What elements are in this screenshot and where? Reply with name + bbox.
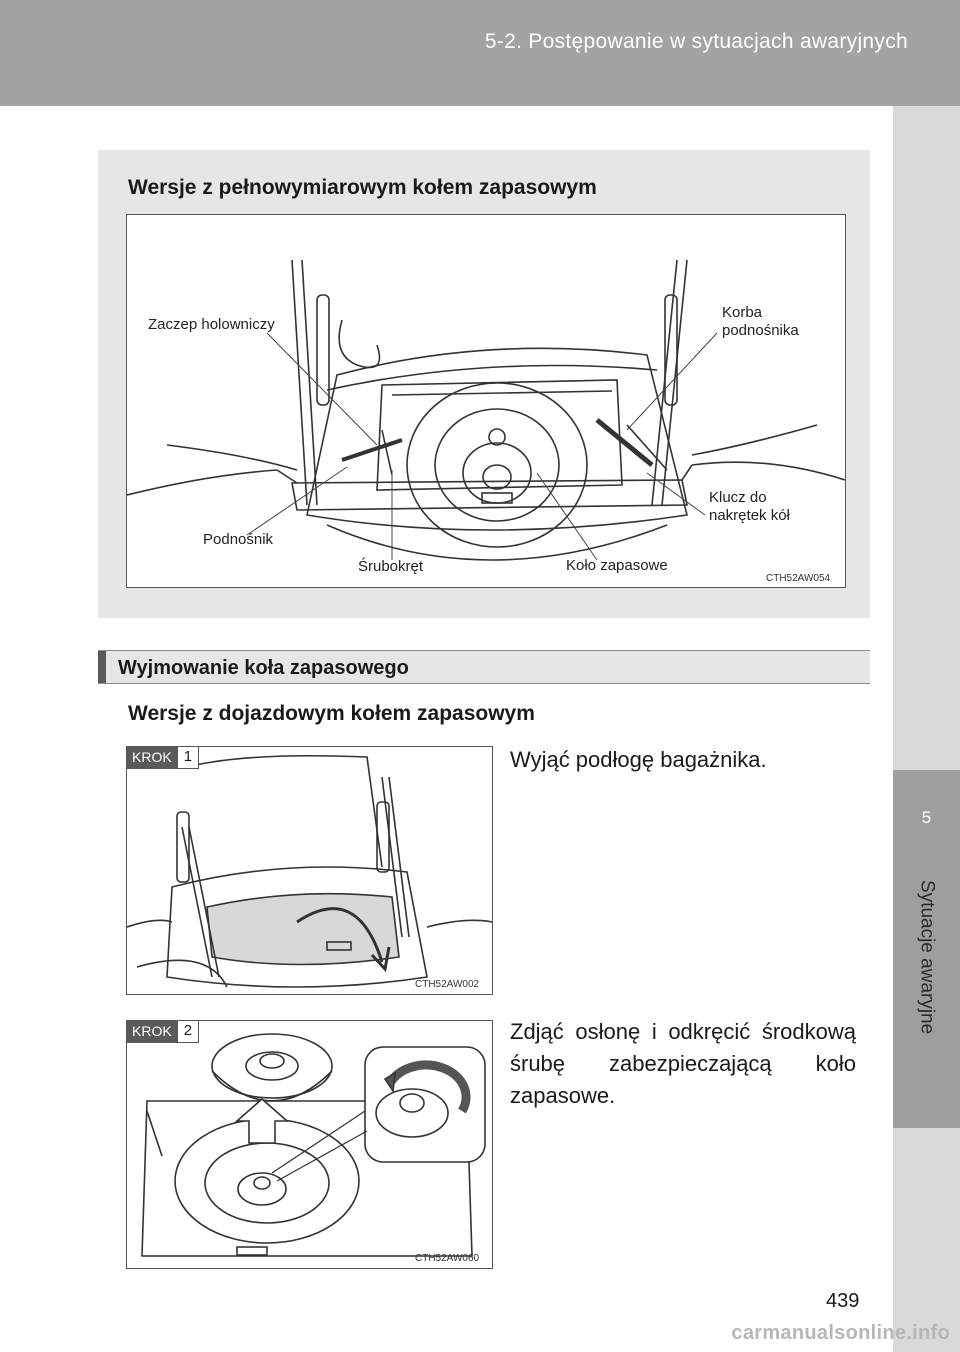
figure-title: Wersje z pełnowymiarowym kołem zapasowym	[128, 176, 597, 199]
step-2-illustration	[126, 1020, 493, 1269]
step-1-code: CTH52AW002	[415, 979, 480, 990]
callout-jack-handle: Korba podnośnika	[722, 304, 799, 339]
chapter-label: Sytuacje awaryjne	[916, 880, 938, 1035]
step-1-text: Wyjąć podłogę bagażnika.	[510, 747, 767, 772]
page-header	[0, 0, 960, 106]
page-number: 439	[826, 1290, 860, 1312]
step-2-text: Zdjąć osłonę i odkręcić środkową śrubę zabezpieczającą koło zapasowe.	[510, 1019, 856, 1108]
figure-code: CTH52AW054	[766, 573, 831, 584]
section-title: Wyjmowanie koła zapasowego	[118, 657, 409, 679]
section-subheading: Wersje z dojazdowym kołem zapasowym	[128, 702, 535, 725]
callout-wheel-wrench: Klucz do nakrętek kół	[709, 489, 790, 524]
watermark-text: carmanualsonline.info	[731, 1322, 950, 1344]
header-title: 5-2. Postępowanie w sytuacjach awaryjnych	[484, 30, 908, 53]
step-1-badge-number: 1	[177, 747, 199, 769]
step-1-badge	[127, 747, 199, 769]
callout-tow-hook: Zaczep holowniczy	[148, 316, 275, 333]
section-header	[98, 650, 870, 684]
chapter-number: 5	[921, 808, 932, 827]
spare-wheel-drawing	[127, 1021, 492, 1268]
callout-spare-wheel: Koło zapasowe	[566, 557, 668, 574]
step-2-code: CTH52AW060	[415, 1253, 480, 1264]
step-2-badge	[127, 1021, 199, 1043]
callout-jack: Podnośnik	[203, 531, 274, 548]
step-1-illustration	[126, 746, 493, 995]
step-1-badge-label: KROK	[127, 747, 177, 769]
callout-screwdriver: Śrubokręt	[358, 558, 424, 575]
side-tab-background	[893, 106, 960, 1352]
trunk-floor-drawing	[127, 747, 492, 994]
step-2-badge-number: 2	[177, 1021, 199, 1043]
step-2-badge-label: KROK	[127, 1021, 177, 1043]
